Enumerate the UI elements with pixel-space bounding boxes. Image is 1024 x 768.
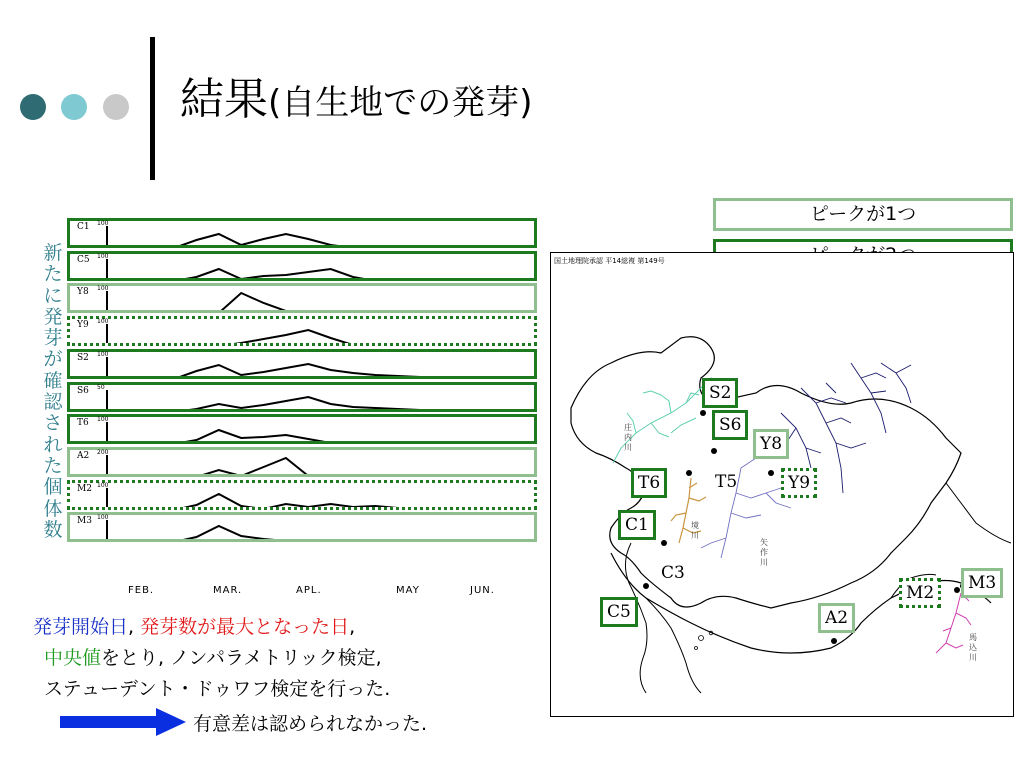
series-line-t6 [107, 430, 532, 441]
series-axis [107, 488, 532, 507]
series-line-a2 [107, 458, 532, 474]
series-label: C1 [77, 222, 90, 232]
y-axis-label-char: た [43, 263, 63, 286]
series-row-c5 [67, 251, 537, 281]
site-point-s2 [700, 410, 706, 416]
series-label: T6 [77, 418, 89, 429]
series-scale: 100 [97, 416, 109, 424]
site-point-y9 [768, 470, 774, 476]
series-scale: 200 [97, 448, 109, 456]
series-line-m2 [107, 494, 532, 507]
series-label: S6 [77, 385, 89, 396]
y-axis-label-char: 新 [43, 242, 63, 264]
umakomi-river [936, 593, 971, 653]
site-point-a2 [831, 638, 837, 644]
x-tick-label: MAR. [213, 585, 243, 596]
series-scale: 100 [97, 285, 109, 293]
comma-1: , [128, 616, 135, 638]
series-line-c1 [107, 234, 532, 245]
series-plot [70, 221, 534, 245]
peak-date-text: 発芽数が最大となった日 [140, 616, 350, 638]
series-plot [70, 286, 534, 310]
site-map [550, 252, 1014, 717]
y-axis-label-char: れ [43, 433, 63, 456]
y-axis-label-char: さ [43, 412, 63, 435]
series-row-a2 [67, 447, 537, 477]
y-axis-label-char: が [43, 348, 63, 371]
median-text: 中央値 [44, 647, 102, 669]
site-label-s6: S6 [712, 410, 748, 440]
y-axis-label [40, 243, 66, 541]
bullet-dot-light [61, 94, 87, 120]
x-axis-months [120, 585, 540, 599]
site-point-m2 [954, 587, 960, 593]
series-row-m3 [67, 512, 537, 542]
y-axis-label-char: た [43, 454, 63, 477]
series-axis [107, 291, 532, 310]
site-point-t6 [686, 470, 692, 476]
bay-inner [646, 598, 701, 693]
arrow-right-icon [60, 708, 188, 738]
series-scale: 100 [97, 514, 109, 522]
series-plot [70, 483, 534, 507]
x-tick-label: FEB. [128, 585, 155, 596]
site-label-s2: S2 [702, 378, 738, 408]
series-row-t6 [67, 414, 537, 444]
site-label-m3: M3 [961, 568, 1003, 598]
series-scale: 100 [97, 481, 109, 489]
series-label: A2 [77, 450, 90, 461]
series-row-s2 [67, 349, 537, 379]
series-line-y9 [107, 330, 532, 343]
method-line-1 [33, 612, 355, 639]
method-line-2-rest: をとり, ノンパラメトリック検定, [101, 647, 382, 669]
series-axis [107, 455, 532, 474]
river-label-sakai: 境 川 [691, 521, 699, 540]
island [699, 636, 704, 641]
map-caption: 国土地理院承認 平14総複 第149号 [554, 257, 665, 265]
y-axis-label-char: 数 [43, 518, 63, 541]
site-label-y8: Y8 [753, 429, 789, 459]
series-line-s6 [107, 397, 532, 409]
y-axis-label-char: 体 [43, 497, 63, 520]
series-row-y9 [67, 316, 537, 346]
series-line-m3 [107, 526, 532, 539]
east-coast [946, 483, 1011, 543]
x-tick-label: MAY [396, 585, 420, 596]
series-axis [107, 422, 532, 441]
series-plot [70, 319, 534, 343]
series-plot [70, 450, 534, 474]
title-divider [150, 37, 155, 180]
y-axis-label-char: 確 [43, 369, 63, 392]
site-label-t6: T6 [631, 468, 667, 498]
series-label: S2 [77, 352, 89, 363]
y-axis-label-char: 個 [43, 476, 63, 499]
series-line-s2 [107, 364, 532, 376]
river-label-shonai: 庄 内 川 [624, 423, 632, 452]
site-point-y8 [711, 448, 717, 454]
y-axis-label-char: 芽 [43, 327, 63, 350]
slide-title [180, 70, 533, 133]
series-scale: 50 [97, 383, 105, 391]
start-date-text: 発芽開始日 [33, 616, 129, 638]
series-row-m2 [67, 480, 537, 510]
series-row-s6 [67, 382, 537, 412]
island [695, 647, 698, 650]
series-line-y8 [107, 293, 532, 310]
series-plot [70, 385, 534, 409]
series-scale: 100 [97, 252, 109, 260]
bullet-dot-gray [103, 94, 129, 120]
site-label-t5: T5 [715, 472, 738, 492]
x-tick-label: APL. [296, 585, 322, 596]
series-row-c1 [67, 218, 537, 248]
series-row-y8 [67, 283, 537, 313]
series-axis [107, 520, 532, 539]
bullet-dot-dark [20, 94, 46, 120]
yahagi-river [701, 453, 791, 558]
x-tick-label: JUN. [470, 585, 495, 596]
legend-single-peak: ピークが1つ [713, 198, 1013, 231]
series-label: C5 [77, 254, 90, 265]
series-plot [70, 254, 534, 278]
title-sub: (自生地での発芽) [268, 83, 533, 123]
series-axis [107, 259, 532, 278]
site-label-m2: M2 [899, 578, 941, 608]
site-label-y9: Y9 [781, 468, 817, 498]
conclusion-text: 有意差は認められなかった. [193, 713, 428, 735]
site-point-c1 [661, 540, 667, 546]
series-scale: 100 [97, 220, 109, 227]
series-plot [70, 515, 534, 539]
method-line-2 [44, 643, 382, 670]
title-main: 結果 [180, 74, 268, 125]
river-label-umakomi: 馬 込 川 [969, 633, 977, 662]
y-axis-label-char: に [43, 284, 63, 307]
series-label: M3 [77, 516, 92, 527]
y-axis-label-char: 発 [43, 305, 63, 328]
site-label-c3: C3 [661, 563, 685, 583]
series-line-c5 [107, 269, 532, 278]
series-label: M2 [77, 483, 92, 494]
series-scale: 100 [97, 318, 109, 326]
site-label-a2: A2 [818, 603, 855, 633]
method-line-3: ステューデント・ドゥワフ検定を行った. [44, 678, 391, 700]
series-label: Y9 [77, 320, 89, 331]
series-scale: 100 [97, 350, 109, 358]
series-label: Y8 [77, 287, 89, 298]
river-label-yahagi: 矢 作 川 [760, 538, 768, 567]
site-label-c1: C1 [618, 510, 656, 540]
series-plot [70, 352, 534, 376]
series-plot [70, 417, 534, 441]
comma-2: , [349, 616, 356, 638]
y-axis-label-char: 認 [43, 391, 63, 414]
site-label-c5: C5 [600, 597, 638, 627]
site-point-c3 [643, 583, 649, 589]
